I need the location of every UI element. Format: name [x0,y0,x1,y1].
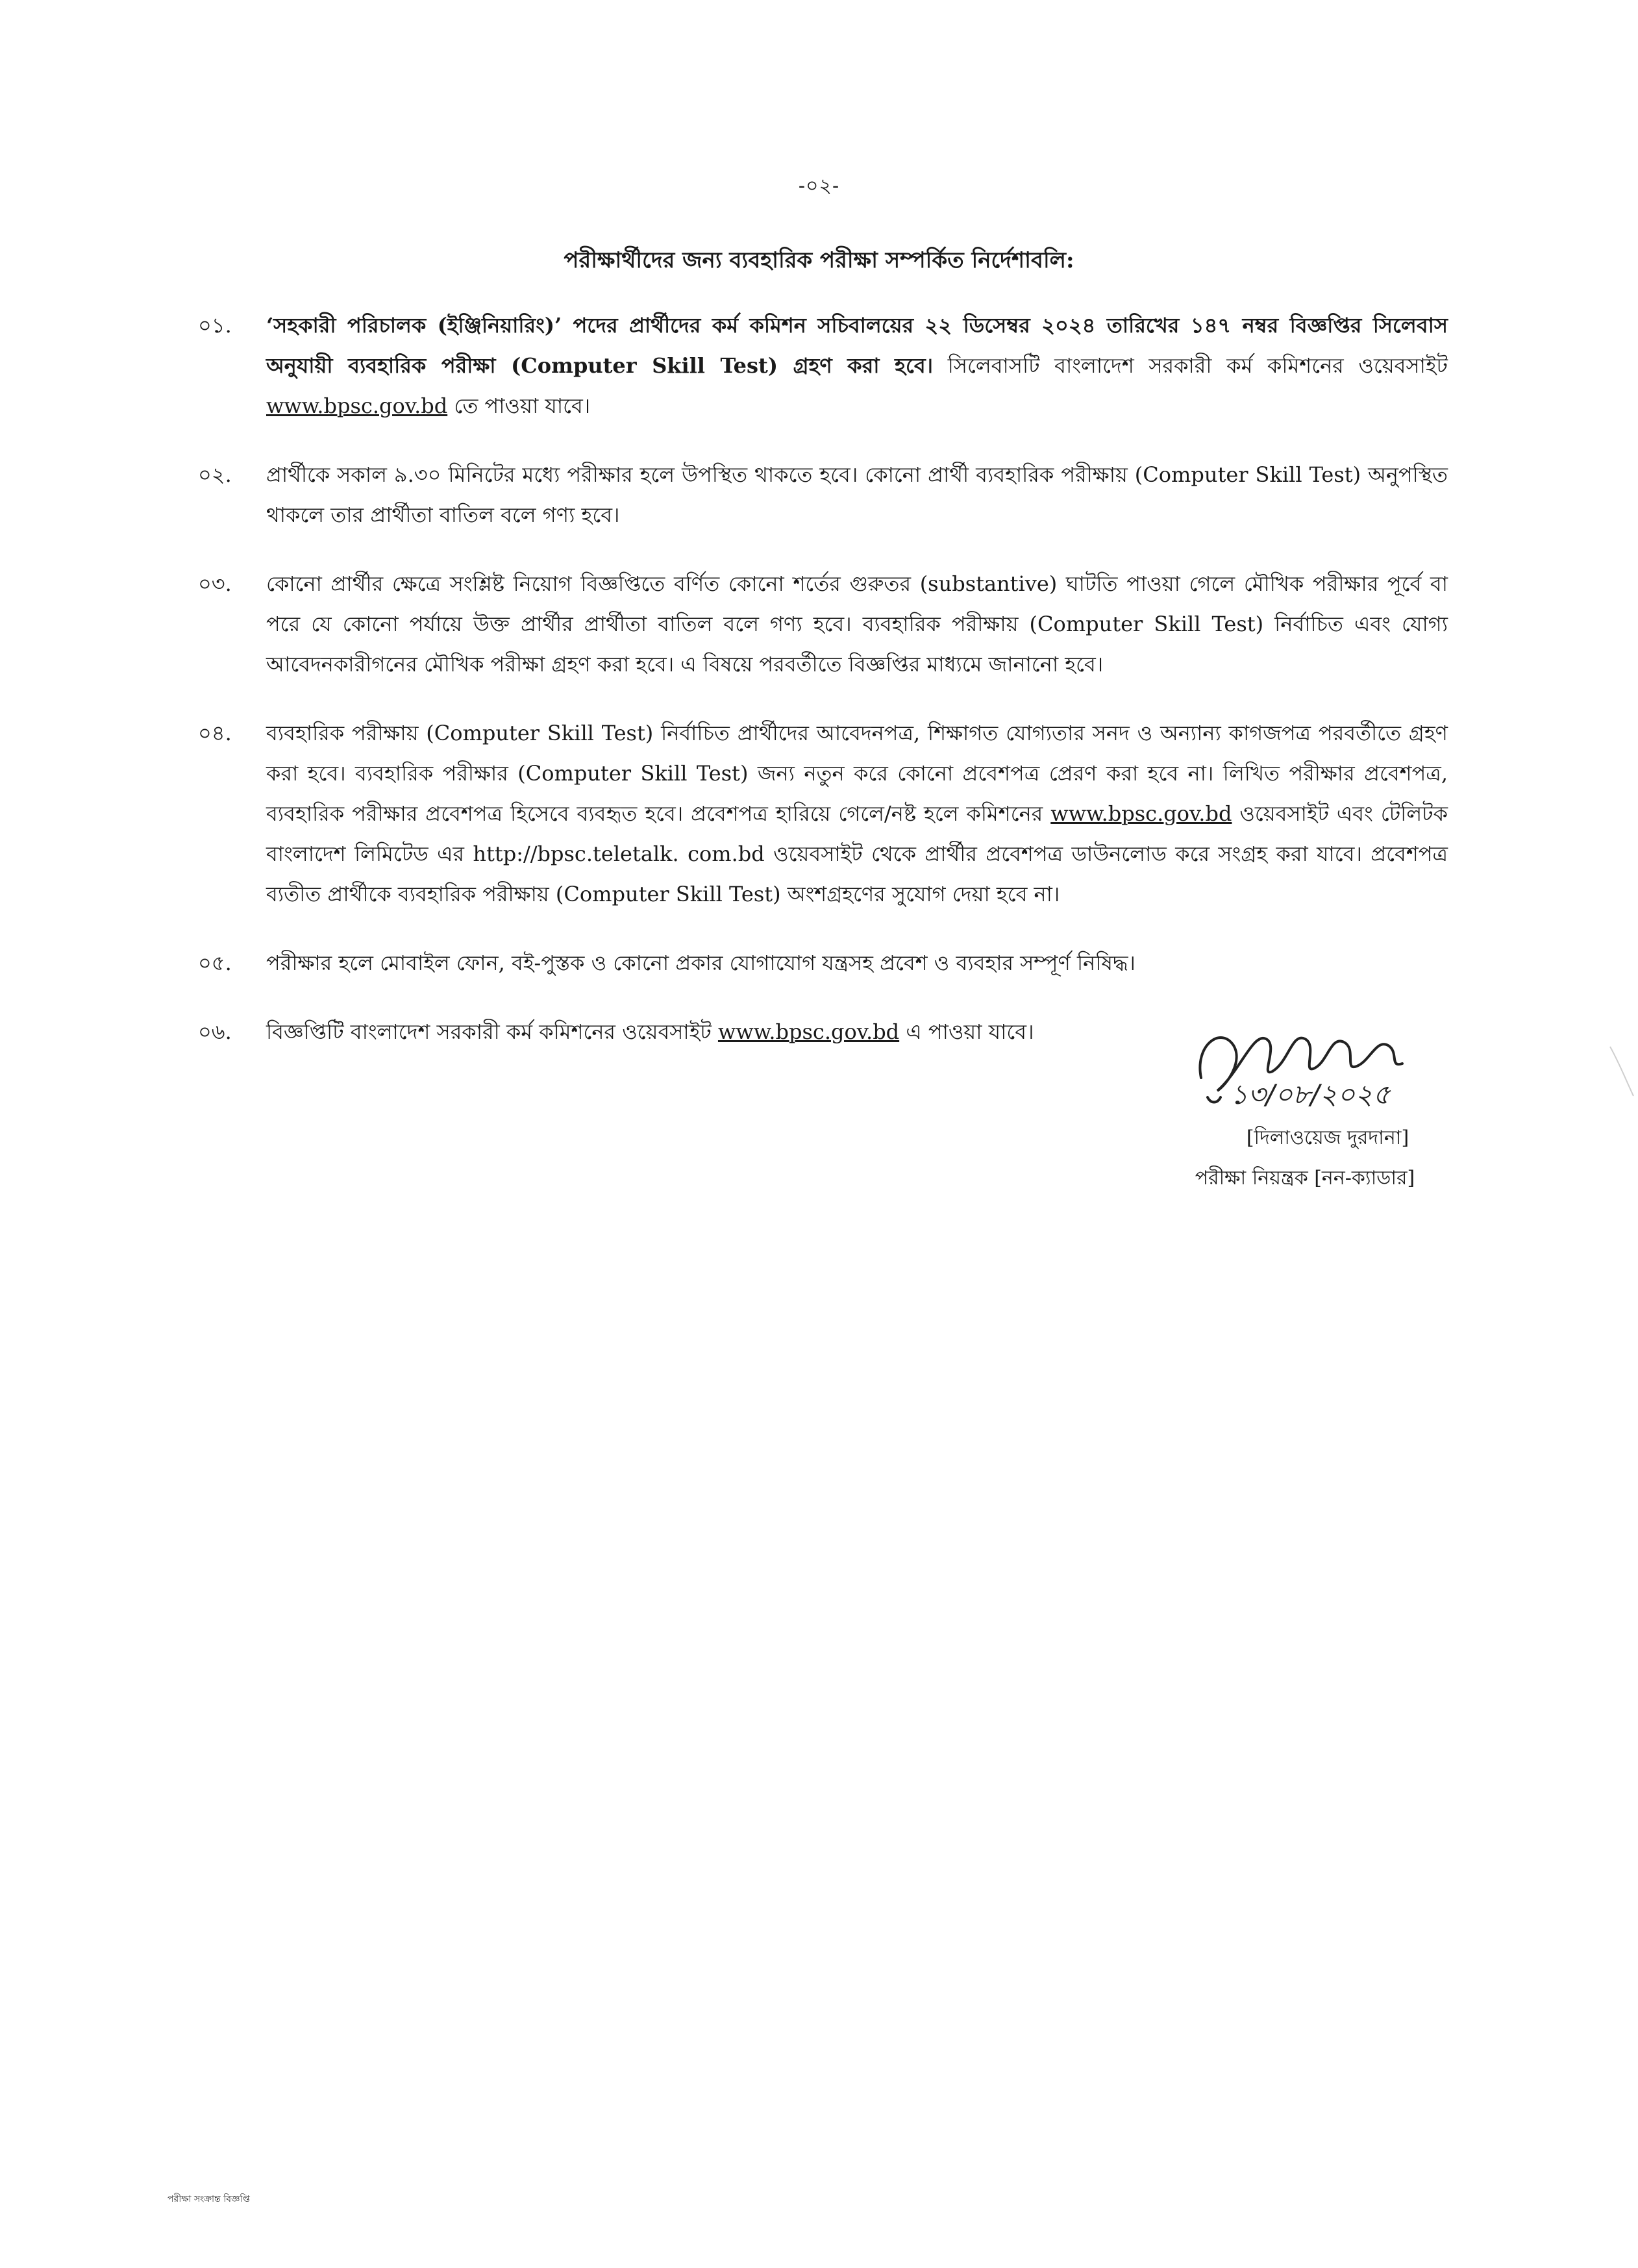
signatory-name: [দিলাওয়েজ দুরদানা] [1246,1127,1409,1149]
item-number: ০৬. [198,1019,232,1044]
scan-edge-mark [1609,1045,1635,1097]
signature-date: ১৩/০৮/২০২৫ [1230,1078,1391,1110]
item-text-part: ওয়েবসাইট এবং টেলিটক বাংলাদেশ লিমিটেড এর http://bpsc.teletalk. com.bd ওয়েবসাইট থেকে প্রার্থীর প্রবেশপত্র ডাউনলোড করে সংগ্রহ করা যাবে। প্রবেশপত্র ব্যতীত প্রার্থীকে ব্যবহারিক পরীক্ষায় (Computer Skill Test) অংশগ্রহণের সুযোগ দেয়া হবে না। [266,801,1448,906]
signatory-title: পরীক্ষা নিয়ন্ত্রক [নন-ক্যাডার] [1195,1167,1415,1190]
instruction-item-5 [198,943,1448,983]
item-number: ০২. [198,462,232,487]
website-link[interactable]: www.bpsc.gov.bd [717,1019,900,1044]
website-link[interactable]: www.bpsc.gov.bd [1050,801,1232,826]
item-text-part: ব্যবহারিক পরীক্ষায় (Computer Skill Test) নির্বাচিত প্রার্থীদের আবেদনপত্র, শিক্ষাগত যোগ্যতার সনদ ও অন্যান্য কাগজপত্র পরবর্তীতে গ্রহণ করা হবে। ব্যবহারিক পরীক্ষার (Computer Skill Test) জন্য নতুন করে কোনো প্রবেশপত্র প্রেরণ করা হবে না। লিখিত পরীক্ষার প্রবেশপত্র, ব্যবহারিক পরীক্ষার প্রবেশপত্র হিসেবে ব্যবহৃত হবে। প্রবেশপত্র হারিয়ে গেলে/নষ্ট হলে কমিশনের [266,721,1448,826]
website-link[interactable]: www.bpsc.gov.bd [266,393,448,418]
signature-block [1143,1006,1506,1279]
item-text [266,564,1448,684]
item-number: ০৫. [198,951,232,975]
instruction-item-2 [198,455,1448,535]
instruction-item-1 [198,305,1448,426]
item-text [266,305,1448,426]
item-text-part: সিলেবাসটি বাংলাদেশ সরকারী কর্ম কমিশনের ওয়েবসাইট [933,353,1448,378]
item-text-part: ‘সহকারী পরিচালক (ইঞ্জিনিয়ারিং)’ পদের প্রার্থীদের কর্ম কমিশন সচিবালয়ের ২২ ডিসেম্বর ২০২৪ তারিখের ১৪৭ নম্বর বিজ্ঞপ্তির সিলেবাস অনুযায়ী ব্যবহারিক পরীক্ষা (Computer Skill Test) গ্রহণ করা হবে। [266,313,1448,378]
item-text [266,713,1448,914]
footer-note: পরীক্ষা সংক্রান্ত বিজ্ঞপ্তি [168,2194,250,2204]
item-number: ০৪. [198,721,232,745]
item-text-part: তে পাওয়া যাবে। [447,393,591,418]
item-text-part: প্রার্থীকে সকাল ৯.৩০ মিনিটের মধ্যে পরীক্ষার হলে উপস্থিত থাকতে হবে। কোনো প্রার্থী ব্যবহারিক পরীক্ষায় (Computer Skill Test) অনুপস্থিত থাকলে তার প্রার্থীতা বাতিল বলে গণ্য হবে। [266,462,1448,527]
item-number: ০১. [198,313,232,338]
item-text-part: এ পাওয়া যাবে। [899,1019,1034,1044]
page-number: -০২- [798,175,840,197]
instruction-item-4 [198,713,1448,914]
item-text-part: বিজ্ঞপ্তিটি বাংলাদেশ সরকারী কর্ম কমিশনের ওয়েবসাইট [266,1019,718,1044]
item-text-part: কোনো প্রার্থীর ক্ষেত্রে সংশ্লিষ্ট নিয়োগ বিজ্ঞপ্তিতে বর্ণিত কোনো শর্তের গুরুতর (substantive) ঘাটতি পাওয়া গেলে মৌখিক পরীক্ষার পূর্বে বা পরে যে কোনো পর্যায়ে উক্ত প্রার্থীর প্রার্থীতা বাতিল বলে গণ্য হবে। ব্যবহারিক পরীক্ষায় (Computer Skill Test) নির্বাচিত এবং যোগ্য আবেদনকারীগনের মৌখিক পরীক্ষা গ্রহণ করা হবে। এ বিষয়ে পরবর্তীতে বিজ্ঞপ্তির মাধ্যমে জানানো হবে। [266,571,1448,677]
handwritten-signature [1182,1006,1506,1117]
item-text [266,455,1448,535]
item-number: ০৩. [198,571,232,596]
item-text-part: পরীক্ষার হলে মোবাইল ফোন, বই-পুস্তক ও কোনো প্রকার যোগাযোগ যন্ত্রসহ প্রবেশ ও ব্যবহার সম্পূর্ণ নিষিদ্ধ। [266,951,1135,975]
instruction-item-3 [198,564,1448,684]
item-text [266,943,1448,983]
instructions-heading: পরীক্ষার্থীদের জন্য ব্যবহারিক পরীক্ষা সম্পর্কিত নির্দেশাবলি: [564,247,1074,273]
instruction-list [198,305,1448,1080]
